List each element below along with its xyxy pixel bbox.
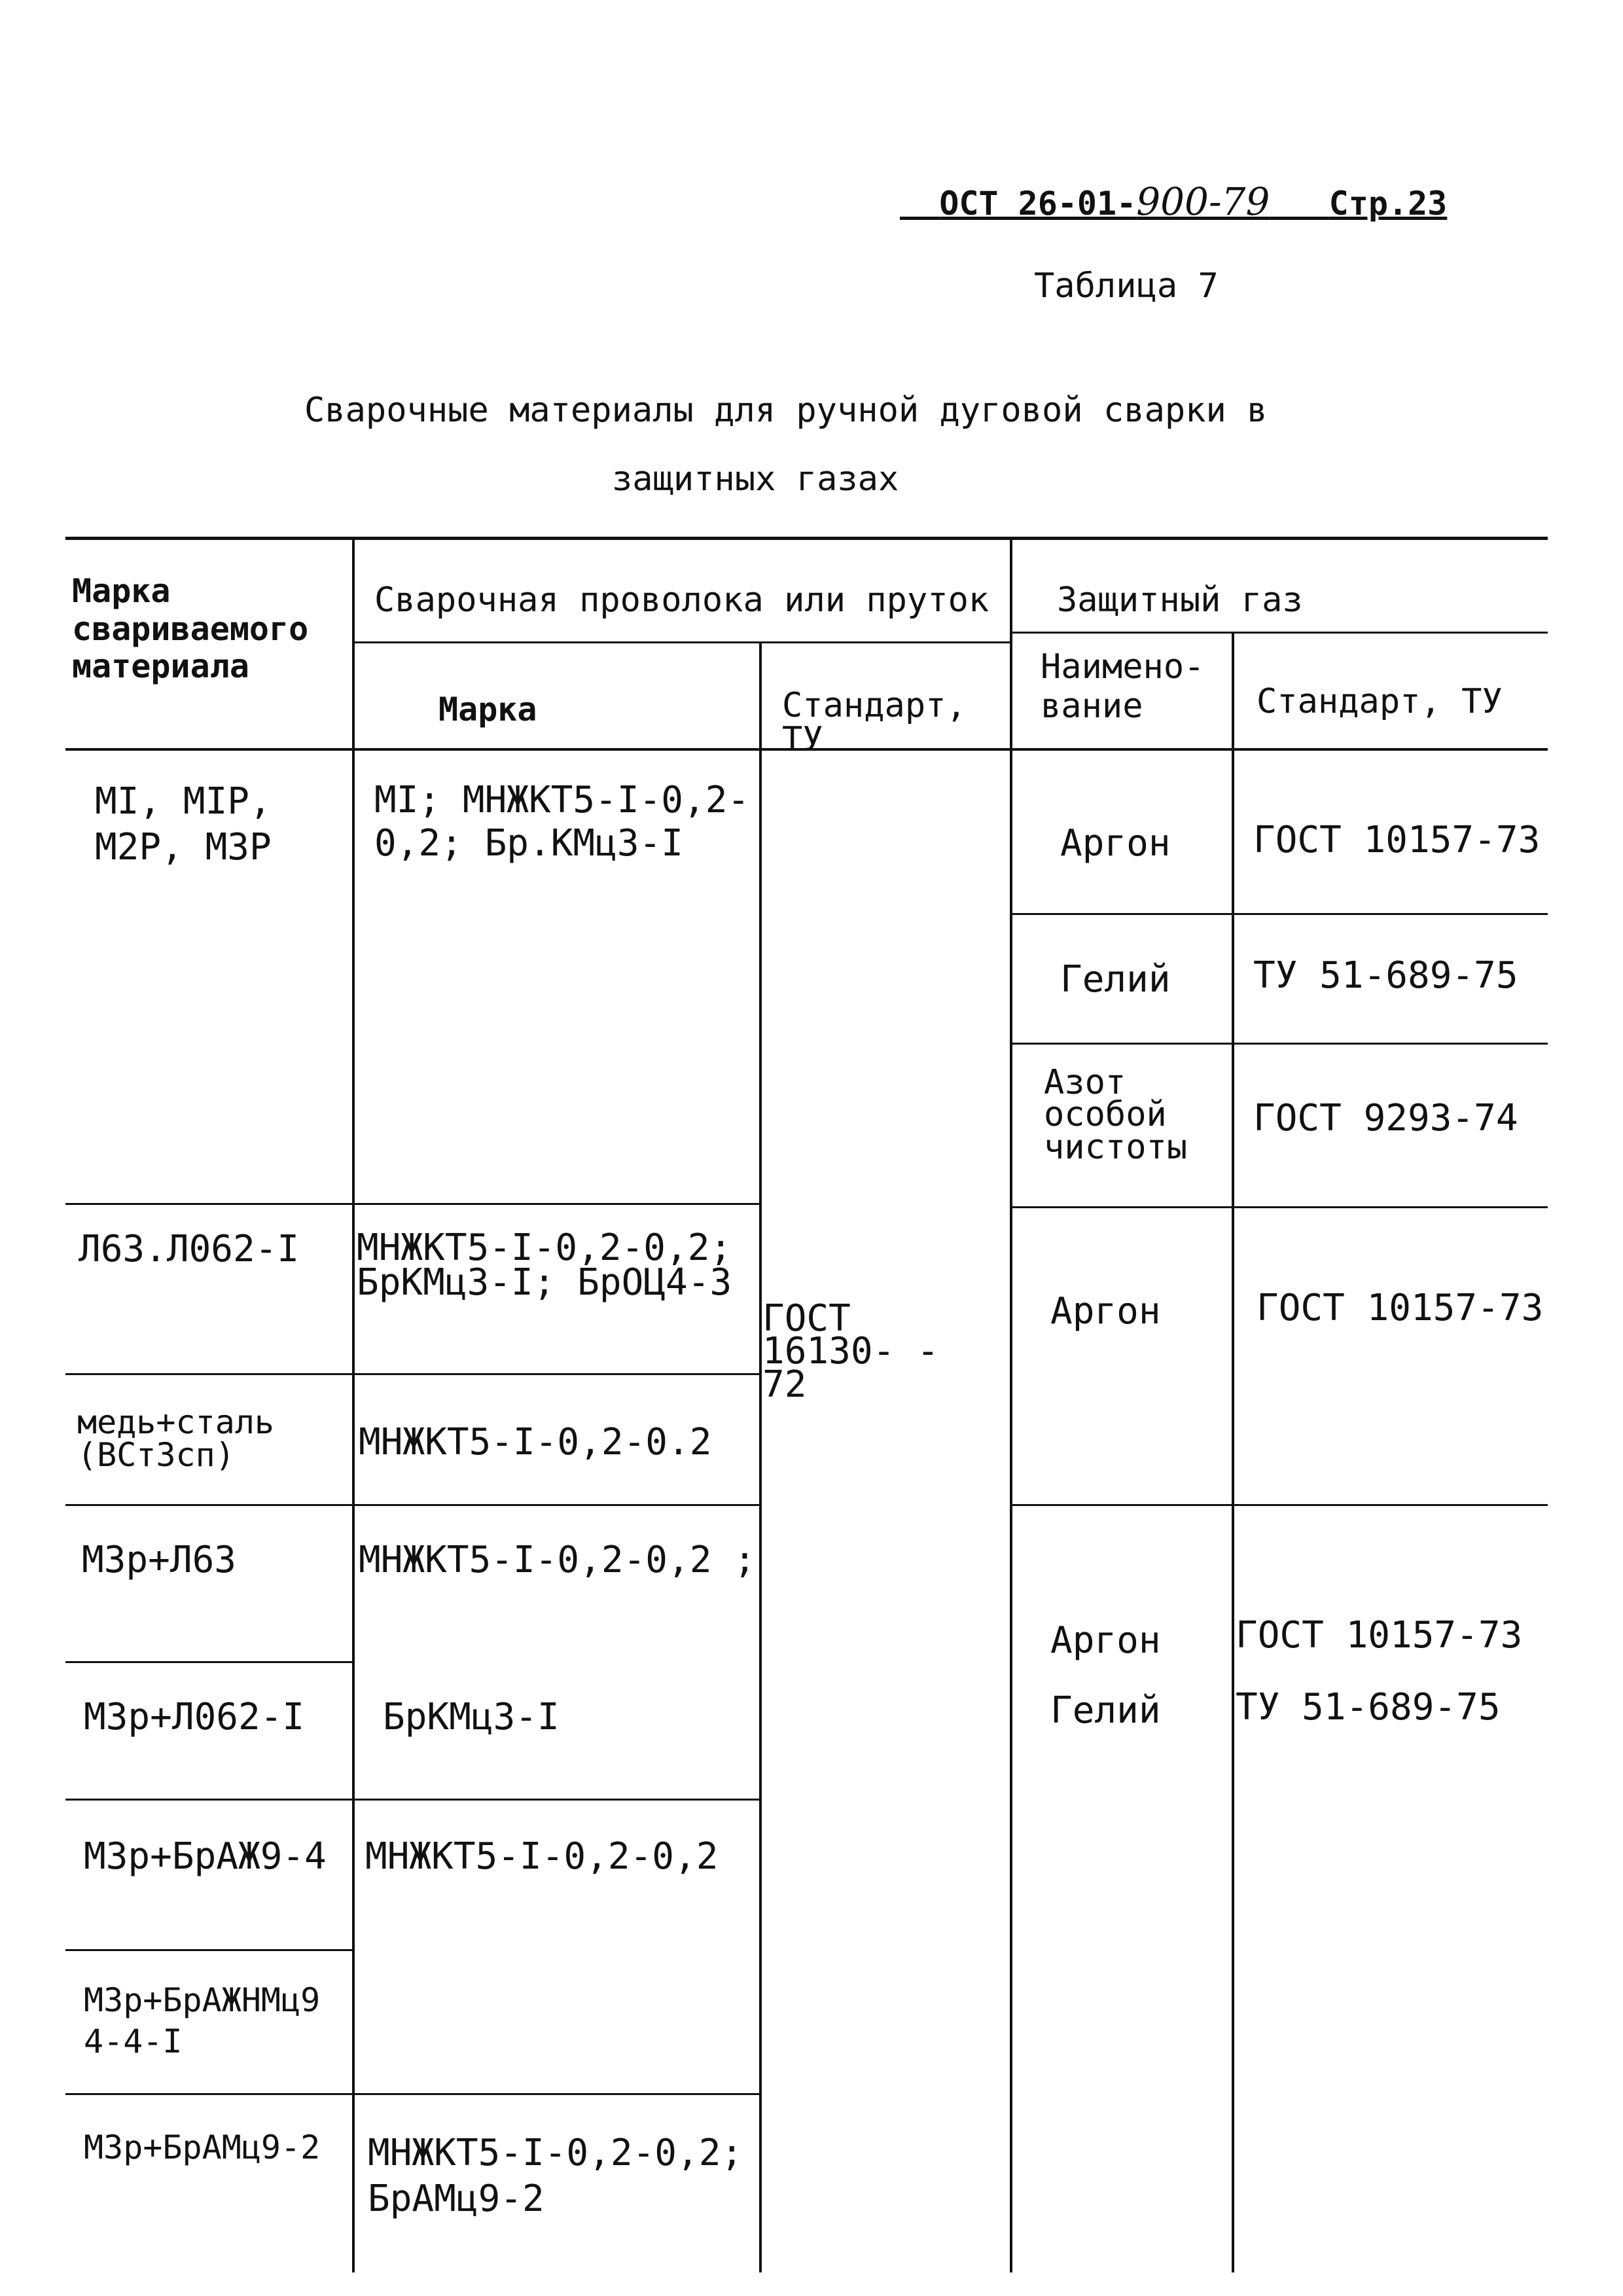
gas-name-6: Гелий (1050, 1689, 1161, 1732)
material-cell-5: М3р+Л062-I (84, 1696, 305, 1738)
material-cell-7: М3р+БрАЖНМц9 4-4-I (84, 1981, 321, 2060)
page-number: Стр.23 (1329, 184, 1448, 223)
material-cell-4: М3р+Л63 (82, 1539, 237, 1581)
wire-subheader-divider (353, 641, 1011, 643)
gas-name-5: Аргон (1050, 1619, 1161, 1662)
title-line-2: защитных газах (612, 459, 899, 499)
gas-name-2: Гелий (1060, 958, 1171, 1001)
wire-standard-shared: ГОСТ 16130- - 72 (762, 1297, 939, 1406)
wire-cell-5: БрКМц3-I (383, 1696, 560, 1738)
gas-divider-4 (1011, 1504, 1548, 1506)
wire-cell-2: МНЖКТ5-I-0,2-0,2; БрКМц3-I; БрОЦ4-3 (357, 1227, 732, 1304)
document-code-number: 900-79 (1136, 179, 1270, 224)
table-border-top (65, 537, 1548, 540)
header-gas-name: Наимено- вание (1041, 647, 1205, 726)
material-cell-3: медь+сталь (ВСт3сп) (77, 1403, 275, 1474)
material-cell-1: МI, МIР, М2Р, М3Р (95, 780, 272, 869)
row-divider-4 (65, 1661, 353, 1663)
header-gas-group: Защитный газ (1057, 581, 1303, 620)
material-cell-8: М3р+БрАМц9-2 (84, 2128, 321, 2166)
material-cell-6: М3р+БрАЖ9-4 (84, 1835, 327, 1878)
gas-standard-1: ГОСТ 10157-73 (1253, 819, 1541, 861)
gas-name-4: Аргон (1050, 1290, 1161, 1333)
wire-cell-4: МНЖКТ5-I-0,2-0,2 ; (359, 1539, 756, 1581)
header-material-grade: Марка свариваемого материала (72, 572, 309, 685)
gas-divider-1 (1011, 913, 1548, 915)
gas-standard-3: ГОСТ 9293-74 (1253, 1097, 1518, 1139)
gas-standard-2: ТУ 51-689-75 (1253, 954, 1518, 997)
header-wire-standard: Стандарт, ТУ (782, 686, 967, 759)
material-cell-2: Л63.Л062-I (79, 1228, 300, 1270)
wire-cell-3: МНЖКТ5-I-0,2-0.2 (359, 1421, 712, 1463)
wire-cell-6: МНЖКТ5-I-0,2-0,2 (365, 1835, 719, 1878)
header-wire-grade: Марка (438, 691, 537, 728)
row-divider-2 (65, 1373, 760, 1375)
gas-subheader-divider (1011, 632, 1548, 634)
gas-standard-5: ГОСТ 10157-73 (1236, 1614, 1523, 1657)
vline-gas-name (1232, 633, 1234, 2272)
vline-gas (1010, 538, 1012, 2272)
document-code-prefix: ОСТ 26-01- (939, 184, 1137, 223)
vline-wire-standard (759, 643, 762, 2272)
gas-name-3: Азот особой чистоты (1044, 1063, 1188, 1167)
row-divider-3 (65, 1504, 760, 1506)
row-divider-6 (65, 1949, 353, 1951)
row-divider-7 (65, 2093, 760, 2095)
gas-divider-2 (1011, 1043, 1548, 1045)
row-divider-5 (65, 1799, 760, 1801)
gas-standard-6: ТУ 51-689-75 (1236, 1686, 1501, 1729)
row-divider-1 (65, 1203, 760, 1205)
vline-material (352, 538, 355, 2272)
header-wire-group: Сварочная проволока или пруток (374, 581, 990, 620)
table-caption: Таблица 7 (1034, 266, 1219, 306)
wire-cell-1: МI; МНЖКТ5-I-0,2-0,2; Бр.КМц3-I (374, 779, 750, 865)
title-line-1: Сварочные материалы для ручной дуговой сварки в (304, 391, 1268, 430)
gas-divider-3 (1011, 1206, 1548, 1208)
wire-cell-8: МНЖКТ5-I-0,2-0,2; БрАМц9-2 (368, 2132, 743, 2220)
header-gas-standard: Стандарт, ТУ (1257, 682, 1503, 721)
document-code (900, 147, 1448, 224)
gas-standard-4: ГОСТ 10157-73 (1257, 1287, 1544, 1329)
gas-name-1: Аргон (1060, 822, 1171, 865)
